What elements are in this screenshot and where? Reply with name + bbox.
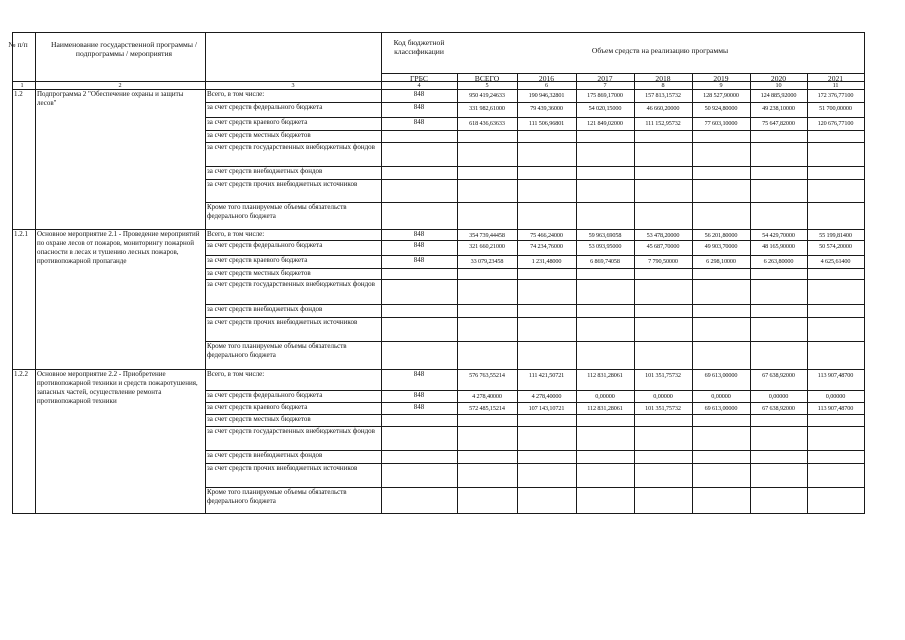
- budget-value: 48 165,90000: [762, 243, 795, 250]
- header-name: Наименование государственной программы / подпрограммы / мероприятия: [51, 40, 197, 58]
- grbs-value: 848: [413, 90, 425, 98]
- budget-value: 120 676,77100: [817, 120, 854, 127]
- budget-value: 54 429,70000: [762, 232, 795, 239]
- source-label: за счет средств внебюджетных фондов: [207, 451, 323, 459]
- col-number-2: 2: [118, 82, 122, 89]
- source-label: за счет средств федерального бюджета: [207, 391, 323, 399]
- source-label: за счет средств государственных внебюджетных фондов: [207, 143, 375, 151]
- budget-value: 112 831,28061: [587, 372, 623, 379]
- col-number-7: 7: [603, 82, 607, 89]
- budget-value: 75 647,82000: [762, 120, 795, 127]
- source-label: за счет средств местных бюджетов: [207, 415, 311, 423]
- budget-value: 75 466,24000: [530, 232, 563, 239]
- source-label: за счет средств прочих внебюджетных источников: [207, 464, 358, 472]
- source-label: за счет средств краевого бюджета: [207, 403, 308, 411]
- header-code: Код бюджетной классификации: [393, 38, 445, 56]
- budget-value: 67 638,92000: [762, 372, 795, 379]
- source-label: за счет средств прочих внебюджетных источников: [207, 180, 358, 188]
- source-label: за счет средств федерального бюджета: [207, 103, 323, 111]
- budget-value: 53 093,95000: [588, 243, 622, 250]
- budget-value: 113 907,48700: [817, 372, 854, 379]
- header-no: № п/п: [8, 40, 28, 49]
- col-number-10: 10: [775, 82, 782, 89]
- source-label: за счет средств государственных внебюджетных фондов: [207, 427, 375, 435]
- budget-value: 190 946,32801: [528, 92, 565, 99]
- budget-value: 0,00000: [825, 393, 846, 400]
- header-year-2018: 2018: [655, 74, 671, 83]
- budget-value: 74 234,76000: [530, 243, 563, 250]
- budget-value: 6 298,10000: [706, 258, 736, 265]
- budget-value: 950 419,24633: [469, 92, 505, 99]
- grbs-value: 848: [413, 230, 425, 238]
- budget-value: 51 700,00000: [819, 105, 852, 112]
- source-label: Всего, в том числе:: [207, 370, 265, 378]
- budget-value: 0,00000: [711, 393, 731, 400]
- header-year-2020: 2020: [770, 74, 787, 83]
- source-label: за счет средств прочих внебюджетных источников: [207, 318, 358, 326]
- budget-value: 172 376,77100: [817, 92, 854, 99]
- budget-value: 4 278,40000: [472, 393, 502, 400]
- budget-value: 46 660,20000: [646, 105, 680, 112]
- budget-value: 56 201,80000: [704, 232, 738, 239]
- budget-value: 69 613,00000: [704, 405, 738, 412]
- header-year-2019: 2019: [713, 74, 729, 83]
- budget-value: 4 278,40000: [531, 393, 562, 400]
- grbs-value: 848: [413, 391, 425, 399]
- budget-value: 101 351,75732: [645, 372, 681, 379]
- budget-value: 331 982,61000: [469, 105, 505, 112]
- col-number-5: 5: [485, 82, 489, 89]
- grbs-value: 848: [413, 241, 425, 249]
- header-year-2016: 2016: [538, 74, 555, 83]
- header-volume: Объем средств на реализацию программы: [591, 46, 729, 55]
- block-number: 1.2.2: [14, 370, 28, 378]
- source-label: Кроме того планируемые объемы обязательств федерального бюджета: [207, 342, 347, 359]
- col-number-1: 1: [20, 82, 24, 89]
- budget-value: 54 020,15000: [588, 105, 622, 112]
- budget-value: 111 421,50721: [528, 372, 565, 379]
- budget-value: 0,00000: [768, 393, 789, 400]
- source-label: Всего, в том числе:: [207, 230, 265, 238]
- grbs-value: 848: [413, 403, 425, 411]
- budget-value: 113 907,48700: [817, 405, 854, 412]
- budget-value: 354 739,44458: [469, 232, 505, 239]
- block-name: Основное мероприятие 2.1 - Проведение мероприятий по охране лесов от пожаров, мониторингу пожарной опасности в лесах и тушению лесных пожаров, противопожарной пропаганде: [37, 230, 200, 265]
- col-number-8: 8: [661, 82, 665, 89]
- budget-value: 79 439,36000: [530, 105, 563, 112]
- header-year-2021: 2021: [827, 74, 844, 83]
- budget-value: 0,00000: [595, 393, 615, 400]
- col-number-4: 4: [417, 82, 421, 89]
- budget-value: 576 763,55214: [469, 372, 505, 379]
- source-label: за счет средств федерального бюджета: [207, 241, 323, 249]
- source-label: за счет средств внебюджетных фондов: [207, 167, 323, 175]
- grbs-value: 848: [413, 118, 425, 126]
- header-total: ВСЕГО: [474, 74, 500, 83]
- budget-value: 45 687,70000: [646, 243, 680, 250]
- source-label: за счет средств краевого бюджета: [207, 118, 308, 126]
- budget-value: 69 613,00000: [704, 372, 738, 379]
- budget-value: 0,00000: [653, 393, 673, 400]
- source-label: за счет средств местных бюджетов: [207, 131, 311, 139]
- budget-value: 6 869,74058: [590, 258, 620, 265]
- budget-value: 50 574,20000: [819, 243, 852, 250]
- budget-value: 59 963,69058: [588, 232, 622, 239]
- budget-value: 321 660,21000: [469, 243, 505, 250]
- grbs-value: 848: [413, 103, 425, 111]
- budget-value: 49 903,70000: [704, 243, 738, 250]
- budget-value: 4 625,61400: [820, 258, 851, 265]
- budget-value: 107 143,10721: [528, 405, 565, 412]
- budget-value: 124 885,92000: [760, 92, 797, 99]
- budget-value: 77 603,10000: [704, 120, 738, 127]
- col-number-6: 6: [545, 82, 548, 89]
- block-number: 1.2.1: [14, 230, 28, 238]
- source-label: за счет средств краевого бюджета: [207, 256, 308, 264]
- block-name: Основное мероприятие 2.2 - Приобретение противопожарной техники и средств пожаротушения, запасных частей, осуществление ремонта противопожарной техники: [37, 370, 198, 405]
- header-year-2017: 2017: [597, 74, 613, 83]
- budget-value: 111 152,95732: [645, 120, 681, 127]
- budget-value: 121 849,02000: [587, 120, 623, 127]
- budget-value: 128 527,90000: [703, 92, 739, 99]
- block-number: 1.2: [14, 90, 23, 98]
- source-label: за счет средств внебюджетных фондов: [207, 305, 323, 313]
- grbs-value: 848: [413, 256, 425, 264]
- source-label: Кроме того планируемые объемы обязательств федерального бюджета: [207, 203, 347, 220]
- budget-value: 111 506,96801: [528, 120, 565, 127]
- source-label: за счет средств государственных внебюджетных фондов: [207, 280, 375, 288]
- budget-value: 33 079,23458: [470, 258, 504, 265]
- header-grbs: ГРБС: [410, 74, 428, 83]
- col-number-9: 9: [719, 82, 723, 89]
- grbs-value: 848: [413, 370, 425, 378]
- budget-value: 157 813,15732: [645, 92, 681, 99]
- source-label: за счет средств местных бюджетов: [207, 269, 311, 277]
- col-number-3: 3: [291, 82, 295, 89]
- budget-value: 175 869,17000: [587, 92, 623, 99]
- budget-value: 572 485,15214: [469, 405, 505, 412]
- source-label: Всего, в том числе:: [207, 90, 265, 98]
- budget-value: 67 638,92000: [762, 405, 795, 412]
- source-label: Кроме того планируемые объемы обязательств федерального бюджета: [207, 488, 347, 505]
- budget-value: 7 790,50000: [648, 258, 678, 265]
- budget-value: 618 436,63633: [469, 120, 505, 127]
- budget-value: 6 263,80000: [763, 258, 794, 265]
- budget-value: 112 831,28061: [587, 405, 623, 412]
- budget-value: 49 238,10000: [762, 105, 795, 112]
- budget-value: 50 924,80000: [704, 105, 738, 112]
- budget-value: 55 199,81400: [819, 232, 852, 239]
- budget-value: 53 478,20000: [646, 232, 680, 239]
- budget-value: 101 351,75732: [645, 405, 681, 412]
- col-number-11: 11: [832, 82, 839, 89]
- budget-value: 1 231,48000: [531, 258, 562, 265]
- block-name: Подпрограмма 2 "Обеспечение охраны и защиты лесов": [37, 90, 184, 107]
